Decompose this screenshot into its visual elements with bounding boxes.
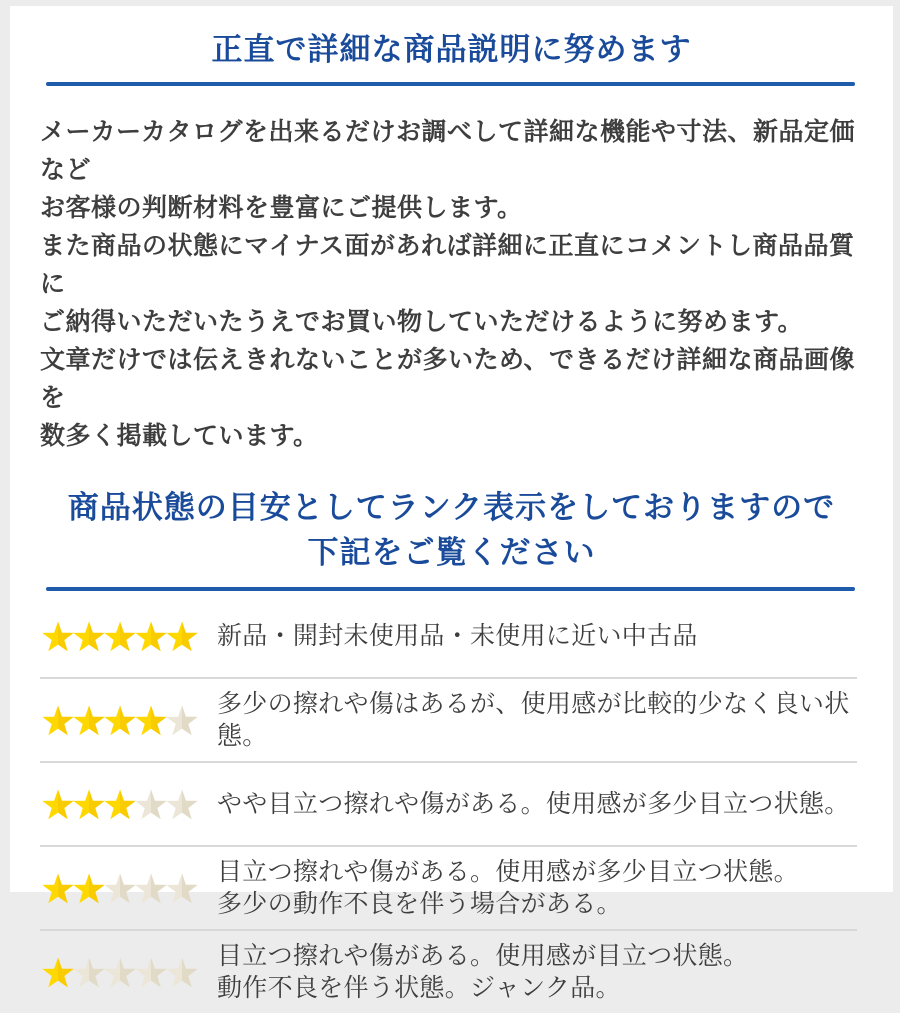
rank-row-3-star — [40, 763, 857, 847]
intro-paragraph-line: お客様の判断材料を豊富にご提供します。 — [40, 189, 865, 227]
star-filled-icon — [42, 621, 74, 652]
star-filled-icon — [73, 789, 105, 820]
star-empty-icon — [104, 873, 136, 904]
star-empty-icon — [73, 957, 105, 988]
star-rating-5 — [40, 621, 202, 652]
star-filled-icon — [42, 789, 74, 820]
intro-paragraph-line: 文章だけでは伝えきれないことが多いため、できるだけ詳細な商品画像を — [40, 341, 865, 417]
star-filled-icon — [135, 621, 167, 652]
star-filled-icon — [104, 705, 136, 736]
rank-description-3 — [217, 788, 850, 820]
rank-description-line: 新品・開封未使用品・未使用に近い中古品 — [217, 620, 698, 652]
rank-description-4 — [217, 688, 857, 752]
rank-description-line: やや目立つ擦れや傷がある。使用感が多少目立つ状態。 — [217, 788, 850, 820]
star-rating-2 — [40, 873, 202, 904]
intro-paragraph-line: ご納得いただいたうえでお買い物していただけるように努めます。 — [40, 303, 865, 341]
rank-row-1-star — [40, 931, 857, 1013]
blue-rule-bottom — [46, 587, 855, 591]
rank-description-5 — [217, 620, 698, 652]
intro-paragraph-line: 数多く掲載しています。 — [40, 417, 865, 455]
star-empty-icon — [135, 957, 167, 988]
rank-section-title-line1: 商品状態の目安としてランク表示をしておりますので — [10, 485, 893, 530]
intro-paragraph-line: また商品の状態にマイナス面があれば詳細に正直にコメントし商品品質に — [40, 227, 865, 303]
intro-paragraph-line: メーカーカタログを出来るだけお調べして詳細な機能や寸法、新品定価など — [40, 113, 865, 189]
rank-section-title — [10, 485, 893, 575]
star-rating-3 — [40, 789, 202, 820]
intro-paragraph — [40, 113, 865, 455]
blue-rule-top — [46, 82, 855, 86]
star-filled-icon — [73, 621, 105, 652]
rank-description-2 — [217, 856, 799, 920]
star-filled-icon — [166, 621, 198, 652]
star-empty-icon — [135, 873, 167, 904]
star-filled-icon — [42, 705, 74, 736]
star-filled-icon — [135, 705, 167, 736]
rank-list — [40, 595, 857, 1013]
rank-description-line: 多少の動作不良を伴う場合がある。 — [217, 888, 799, 920]
rank-section-title-line2: 下記をご覧ください — [10, 530, 893, 575]
rank-description-line: 動作不良を伴う状態。ジャンク品。 — [217, 972, 748, 1004]
star-filled-icon — [73, 873, 105, 904]
star-rating-4 — [40, 705, 202, 736]
star-empty-icon — [135, 789, 167, 820]
star-rating-1 — [40, 957, 202, 988]
star-empty-icon — [166, 789, 198, 820]
star-filled-icon — [73, 705, 105, 736]
star-empty-icon — [104, 957, 136, 988]
star-filled-icon — [42, 957, 74, 988]
rank-row-5-star — [40, 595, 857, 679]
rank-description-line: 目立つ擦れや傷がある。使用感が多少目立つ状態。 — [217, 856, 799, 888]
rank-description-line: 目立つ擦れや傷がある。使用感が目立つ状態。 — [217, 940, 748, 972]
intro-title: 正直で詳細な商品説明に努めます — [10, 6, 893, 69]
rank-row-4-star — [40, 679, 857, 763]
rank-row-2-star — [40, 847, 857, 931]
star-empty-icon — [166, 705, 198, 736]
star-empty-icon — [166, 957, 198, 988]
rank-description-1 — [217, 940, 748, 1004]
star-filled-icon — [104, 789, 136, 820]
content-card — [10, 6, 893, 892]
star-filled-icon — [104, 621, 136, 652]
rank-description-line: 多少の擦れや傷はあるが、使用感が比較的少なく良い状態。 — [217, 688, 857, 752]
star-empty-icon — [166, 873, 198, 904]
star-filled-icon — [42, 873, 74, 904]
